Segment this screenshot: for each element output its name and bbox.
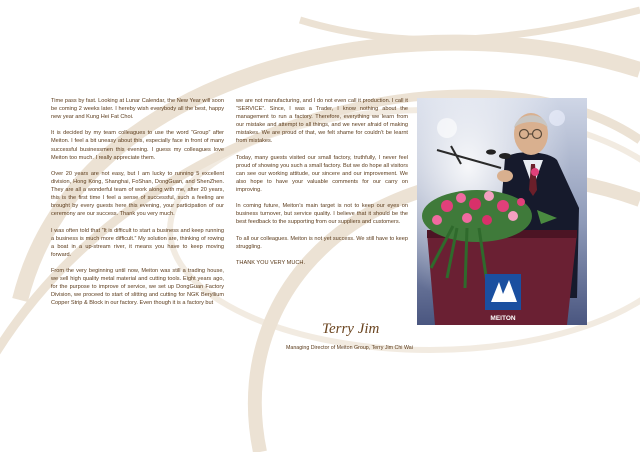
letter-paragraph: To all our colleagues. Meiton is not yet success. We still have to keep struggling. bbox=[236, 235, 408, 250]
letter-column-left bbox=[51, 97, 224, 316]
letter-paragraph: Today, many guests visited our small factory, truthfully, I never feel proud of showing you such a small factory. But we do hope all visitors can see our working attitude, our sincere and our improvement. We also hope to have your valuable comments for our carry on improving. bbox=[236, 154, 408, 194]
signature-caption: Managing Director of Meiton Group, Terry Jim Chi Wai bbox=[286, 345, 413, 351]
svg-text:Terry Jim: Terry Jim bbox=[322, 321, 380, 337]
letter-paragraph: we are not manufacturing, and I do not even call it production. I call it “SERVICE”. Since, I was a Trader, I know nothing about the management to run a factory. Therefore, everything we learn from our mistake and attempt to all things, and we never afraid of making mistakes. We are proud of that, we felt shame for couldn’t be learnt from mistakes. bbox=[236, 98, 408, 145]
letter-paragraph: In coming future, Meiton’s main target is not to keep our eyes on business turnover, but service quality. I believe that it should be the best feedback to the supporting from our suppliers and customers. bbox=[236, 203, 408, 226]
letter-paragraph: Over 20 years are not easy, but I am lucky to running 5 excellent division, Hong Kong, Shanghai, FoShan, DongGuan, and ShenZhen. They are all a wonderful team of work along with me, after 20 years, this is the first time I feel a sense of successful, such a feeling are brought by every guests here this evening, your participation of our ceremony are our success. Thank you very much. bbox=[51, 170, 224, 218]
letter-column-right bbox=[236, 97, 408, 275]
letter-paragraph: I was often told that “It is difficult to start a business and keep running a business is much more difficult.” My solution are, thinking of rowing a boat in a up-stream river, it means you have to keep moving forward. bbox=[51, 227, 224, 258]
podium-logo-text: MEITON bbox=[490, 315, 516, 322]
speaker-photo bbox=[417, 98, 587, 325]
closing-line: THANK YOU VERY MUCH. bbox=[236, 259, 306, 266]
podium-logo-icon bbox=[485, 274, 521, 310]
letter-paragraph: It is decided by my team colleagues to use the word “Group” after Meiton. I feel a bit uneasy about this, especially face in front of many successful businessmen this evening. I guess my colleagues love Meiton too much. I really appreciate them. bbox=[51, 130, 224, 161]
letter-paragraph: Time pass by fast. Looking at Lunar Calendar, the New Year will soon be coming 2 weeks later. I hereby wish everybody all the best, happy new year and Kung Hei Fat Choi. bbox=[51, 98, 224, 121]
signature-image bbox=[320, 318, 390, 338]
letter-paragraph: From the very beginning until now, Meiton was still a trading house, we sell high quality metal material and cutting tools. Eight years ago, for the purpose to improve of service, we set up DongGuan Factory Division, we proceed to start of slitting and cutting for NGK Beryllium Copper Strip & Block in our factory. Even though it is a factory but bbox=[51, 267, 224, 307]
